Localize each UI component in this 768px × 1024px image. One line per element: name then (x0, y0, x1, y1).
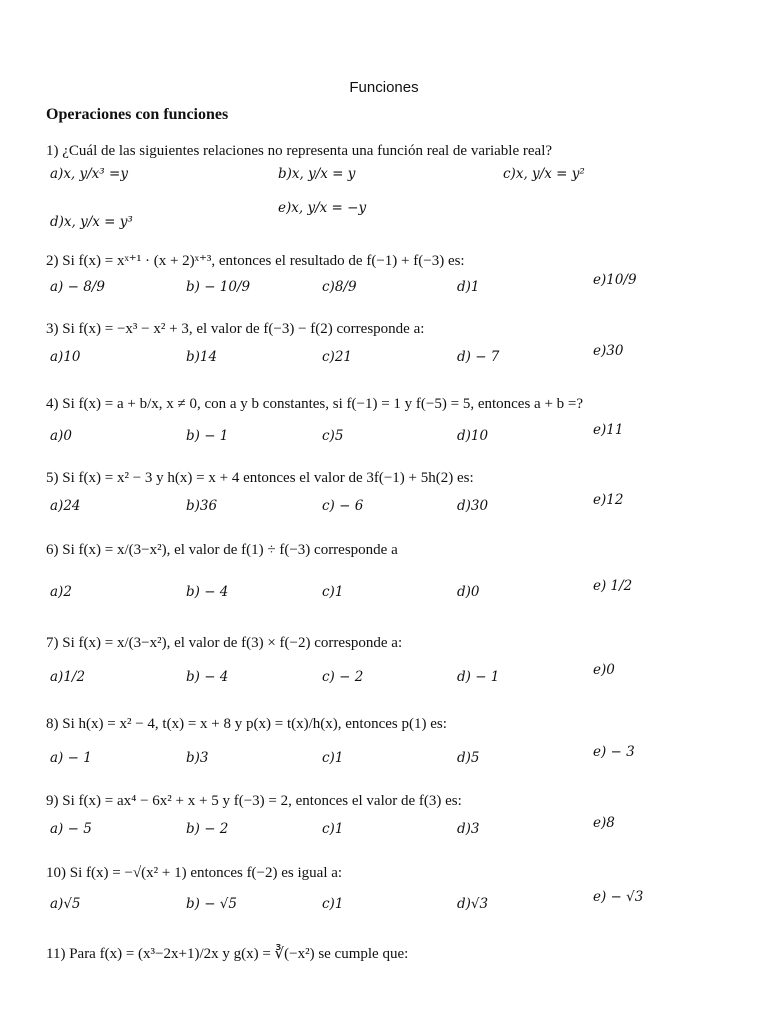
question-7-option-e: e)0 (593, 662, 615, 678)
question-8-option-e: e) − 3 (593, 744, 635, 760)
question-8-option-a: a) − 1 (50, 750, 92, 766)
question-2-option-d: d)1 (457, 279, 480, 295)
question-2-option-e: e)10/9 (593, 272, 637, 288)
question-1-option-c: c)x, y/x = y² (503, 166, 585, 182)
question-3-option-a: a)10 (50, 349, 81, 365)
question-5-option-a: a)24 (50, 498, 81, 514)
question-5-option-e: e)12 (593, 492, 624, 508)
question-9-option-e: e)8 (593, 815, 615, 831)
question-6-stem: 6) Si f(x) = x/(3−x²), el valor de f(1) ÷ f(−3) corresponde a (46, 542, 398, 558)
question-5-stem: 5) Si f(x) = x² − 3 y h(x) = x + 4 entonces el valor de 3f(−1) + 5h(2) es: (46, 470, 474, 486)
question-3-stem: 3) Si f(x) = −x³ − x² + 3, el valor de f(−3) − f(2) corresponde a: (46, 321, 425, 337)
question-11-stem: 11) Para f(x) = (x³−2x+1)/2x y g(x) = ∛(−x²) se cumple que: (46, 946, 409, 962)
question-2-option-b: b) − 10/9 (186, 279, 251, 295)
question-10-stem: 10) Si f(x) = −√(x² + 1) entonces f(−2) es igual a: (46, 865, 343, 881)
question-8-stem: 8) Si h(x) = x² − 4, t(x) = x + 8 y p(x) = t(x)/h(x), entonces p(1) es: (46, 716, 447, 732)
question-10-option-d: d)√3 (457, 896, 489, 912)
question-7-option-d: d) − 1 (457, 669, 500, 685)
question-8-option-d: d)5 (457, 750, 480, 766)
question-6-option-c: c)1 (322, 584, 344, 600)
question-2-option-a: a) − 8/9 (50, 279, 105, 295)
question-3-option-c: c)21 (322, 349, 353, 365)
section-heading: Operaciones con funciones (46, 106, 229, 123)
question-9-option-d: d)3 (457, 821, 480, 837)
question-4-option-a: a)0 (50, 428, 72, 444)
question-3-option-e: e)30 (593, 343, 624, 359)
question-10-option-a: a)√5 (50, 896, 81, 912)
question-1-option-a: a)x, y/x³ =y (50, 166, 128, 182)
question-4-option-c: c)5 (322, 428, 344, 444)
question-4-stem: 4) Si f(x) = a + b/x, x ≠ 0, con a y b constantes, si f(−1) = 1 y f(−5) = 5, entonces a + b =? (46, 396, 584, 412)
question-3-option-b: b)14 (186, 349, 218, 365)
question-8-option-b: b)3 (186, 750, 209, 766)
question-4-option-b: b) − 1 (186, 428, 229, 444)
question-9-option-a: a) − 5 (50, 821, 92, 837)
question-8-option-c: c)1 (322, 750, 344, 766)
question-2-option-c: c)8/9 (322, 279, 357, 295)
question-6-option-b: b) − 4 (186, 584, 229, 600)
question-9-option-c: c)1 (322, 821, 344, 837)
question-6-option-d: d)0 (457, 584, 480, 600)
question-9-option-b: b) − 2 (186, 821, 229, 837)
question-1-option-d: d)x, y/x = y³ (50, 214, 133, 230)
question-5-option-c: c) − 6 (322, 498, 364, 514)
question-10-option-c: c)1 (322, 896, 344, 912)
question-2-stem: 2) Si f(x) = xˣ⁺¹ · (x + 2)ˣ⁺³, entonces el resultado de f(−1) + f(−3) es: (46, 253, 465, 269)
question-1-option-b: b)x, y/x = y (278, 166, 356, 182)
question-10-option-b: b) − √5 (186, 896, 237, 912)
question-7-option-b: b) − 4 (186, 669, 229, 685)
question-1-option-e: e)x, y/x = −y (278, 200, 367, 216)
question-5-option-d: d)30 (457, 498, 489, 514)
question-7-option-c: c) − 2 (322, 669, 364, 685)
question-3-option-d: d) − 7 (457, 349, 500, 365)
question-7-option-a: a)1/2 (50, 669, 86, 685)
question-10-option-e: e) − √3 (593, 889, 644, 905)
question-7-stem: 7) Si f(x) = x/(3−x²), el valor de f(3) × f(−2) corresponde a: (46, 635, 403, 651)
question-6-option-e: e) 1/2 (593, 578, 633, 594)
page-title: Funciones (349, 79, 419, 96)
question-6-option-a: a)2 (50, 584, 72, 600)
question-4-option-d: d)10 (457, 428, 489, 444)
question-5-option-b: b)36 (186, 498, 218, 514)
question-9-stem: 9) Si f(x) = ax⁴ − 6x² + x + 5 y f(−3) = 2, entonces el valor de f(3) es: (46, 793, 462, 809)
question-1-stem: 1) ¿Cuál de las siguientes relaciones no representa una función real de variable real? (46, 143, 553, 159)
question-4-option-e: e)11 (593, 422, 624, 438)
